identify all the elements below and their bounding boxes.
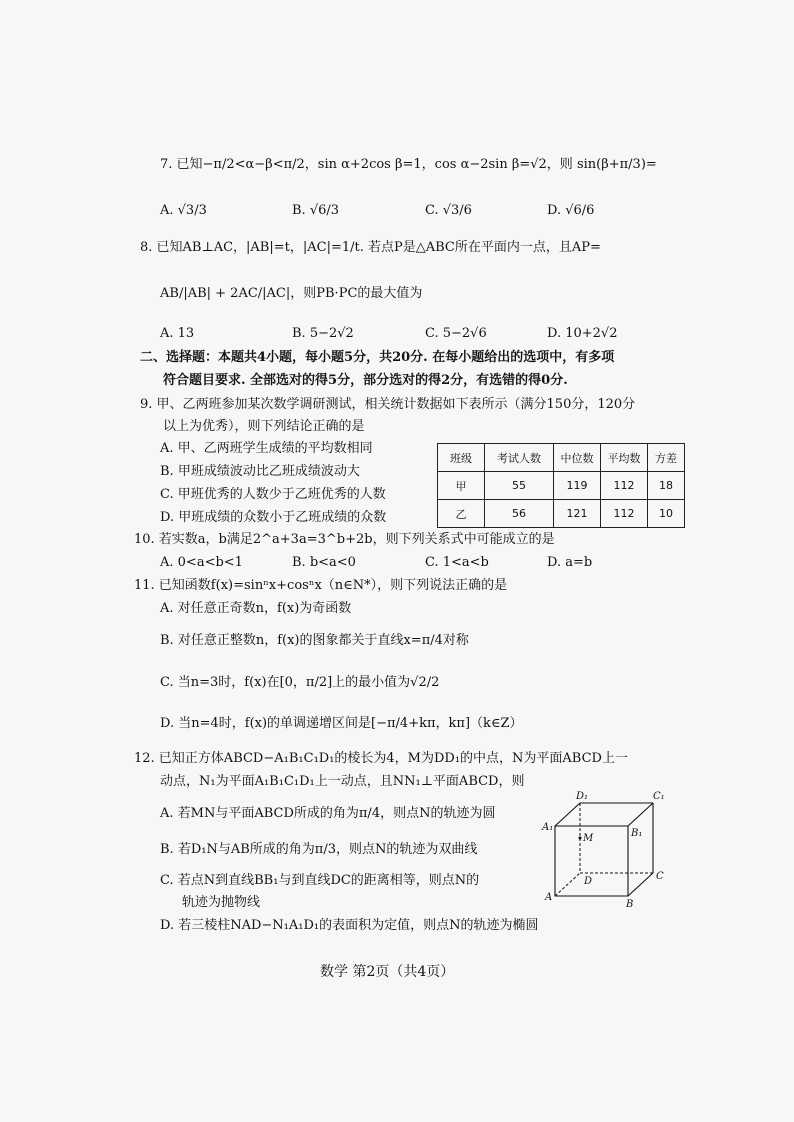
q8-stem-line2: AB/|AB| + 2AC/|AC|，则PB·PC的最大值为: [160, 286, 423, 301]
q9-stem-line1: 9. 甲、乙两班参加某次数学调研测试，相关统计数据如下表所示（满分150分，120分: [140, 397, 636, 412]
q9-option-d: D. 甲班成绩的众数小于乙班成绩的众数: [160, 510, 387, 525]
table-cell: 乙: [438, 500, 485, 528]
label-b: B: [626, 899, 634, 908]
q12-stem-line2: 动点，N₁为平面A₁B₁C₁D₁上一动点，且NN₁⊥平面ABCD，则: [160, 774, 525, 789]
table-cell: 10: [648, 500, 685, 528]
q10-option-a: A. 0<a<b<1: [160, 555, 243, 570]
q10-option-c: C. 1<a<b: [425, 555, 489, 570]
table-cell: 55: [485, 472, 554, 500]
label-d1: D₁: [576, 791, 589, 802]
q11-option-d: D. 当n=4时，f(x)的单调递增区间是[−π/4+kπ，kπ]（k∈Z）: [160, 716, 523, 731]
table-header-row: [438, 444, 685, 472]
q11-option-a: A. 对任意正奇数n，f(x)为奇函数: [160, 601, 352, 616]
label-m: M: [583, 833, 594, 844]
table-header-cell: 中位数: [554, 444, 601, 472]
q7-option-b: B. √6/3: [292, 203, 340, 218]
q9-option-b: B. 甲班成绩波动比乙班成绩波动大: [160, 464, 360, 479]
q9-stem-line2: 以上为优秀），则下列结论正确的是: [163, 419, 365, 434]
cube-edge: [628, 873, 653, 896]
cube-edge: [628, 803, 653, 826]
cube-figure: [540, 788, 670, 908]
q10-option-d: D. a=b: [547, 555, 593, 570]
q7-option-d: D. √6/6: [547, 203, 595, 218]
q8-option-a: A. 13: [160, 326, 195, 341]
label-a: A: [545, 892, 553, 903]
q7-stem: 7. 已知−π/2<α−β<π/2，sin α+2cos β=1，cos α−2sin β=√2，则 sin(β+π/3)=: [160, 157, 657, 172]
q8-option-b: B. 5−2√2: [292, 326, 354, 341]
cube-hidden-edge: [555, 873, 580, 896]
q9-option-a: A. 甲、乙两班学生成绩的平均数相同: [160, 441, 373, 456]
label-c1: C₁: [653, 791, 665, 802]
table-cell: 112: [601, 472, 648, 500]
q12-option-c: C. 若点N到直线BB₁与到直线DC的距离相等，则点N的: [160, 873, 480, 888]
table-header-cell: 方差: [648, 444, 685, 472]
q10-stem: 10. 若实数a，b满足2^a+3a=3^b+2b，则下列关系式中可能成立的是: [134, 532, 555, 547]
table-cell: 119: [554, 472, 601, 500]
q11-stem: 11. 已知函数f(x)=sinⁿx+cosⁿx（n∈N*），则下列说法正确的是: [134, 578, 508, 593]
q12-option-b: B. 若D₁N与AB所成的角为π/3，则点N的轨迹为双曲线: [160, 842, 478, 857]
table-row: [438, 472, 685, 500]
table-cell: 甲: [438, 472, 485, 500]
q11-option-c: C. 当n=3时，f(x)在[0，π/2]上的最小值为√2/2: [160, 675, 440, 690]
q7-option-a: A. √3/3: [160, 203, 207, 218]
label-a1: A₁: [542, 822, 554, 833]
cube-edge: [555, 803, 580, 826]
section2-heading-line2: 符合题目要求. 全部选对的得5分，部分选对的得2分，有选错的得0分.: [163, 373, 568, 388]
q12-option-a: A. 若MN与平面ABCD所成的角为π/4，则点N的轨迹为圆: [160, 806, 496, 821]
table-cell: 112: [601, 500, 648, 528]
section2-heading-line1: 二、选择题：本题共4小题，每小题5分，共20分. 在每小题给出的选项中，有多项: [140, 350, 615, 365]
table-cell: 121: [554, 500, 601, 528]
table-header-cell: 考试人数: [485, 444, 554, 472]
q9-option-c: C. 甲班优秀的人数少于乙班优秀的人数: [160, 487, 386, 502]
table-cell: 56: [485, 500, 554, 528]
table-header-cell: 班级: [438, 444, 485, 472]
q12-stem-line1: 12. 已知正方体ABCD−A₁B₁C₁D₁的棱长为4，M为DD₁的中点，N为平面ABCD上一: [134, 751, 628, 766]
q8-stem-line1: 8. 已知AB⊥AC，|AB|=t，|AC|=1/t. 若点P是△ABC所在平面内一点，且AP=: [140, 240, 601, 255]
label-b1: B₁: [631, 828, 643, 839]
q10-option-b: B. b<a<0: [292, 555, 356, 570]
q8-option-d: D. 10+2√2: [547, 326, 618, 341]
q12-option-c-continued: 轨迹为抛物线: [182, 895, 261, 910]
q9-stats-table: [437, 443, 685, 528]
q8-option-c: C. 5−2√6: [425, 326, 487, 341]
q11-option-b: B. 对任意正整数n，f(x)的图象都关于直线x=π/4对称: [160, 633, 469, 648]
label-c: C: [656, 871, 664, 882]
point-m: [579, 837, 582, 840]
table-row: [438, 500, 685, 528]
q7-option-c: C. √3/6: [425, 203, 472, 218]
table-header-cell: 平均数: [601, 444, 648, 472]
label-d: D: [584, 876, 593, 887]
table-cell: 18: [648, 472, 685, 500]
q12-option-d: D. 若三棱柱NAD−N₁A₁D₁的表面积为定值，则点N的轨迹为椭圆: [160, 918, 539, 933]
page-footer: 数学 第2页（共4页）: [320, 964, 455, 980]
